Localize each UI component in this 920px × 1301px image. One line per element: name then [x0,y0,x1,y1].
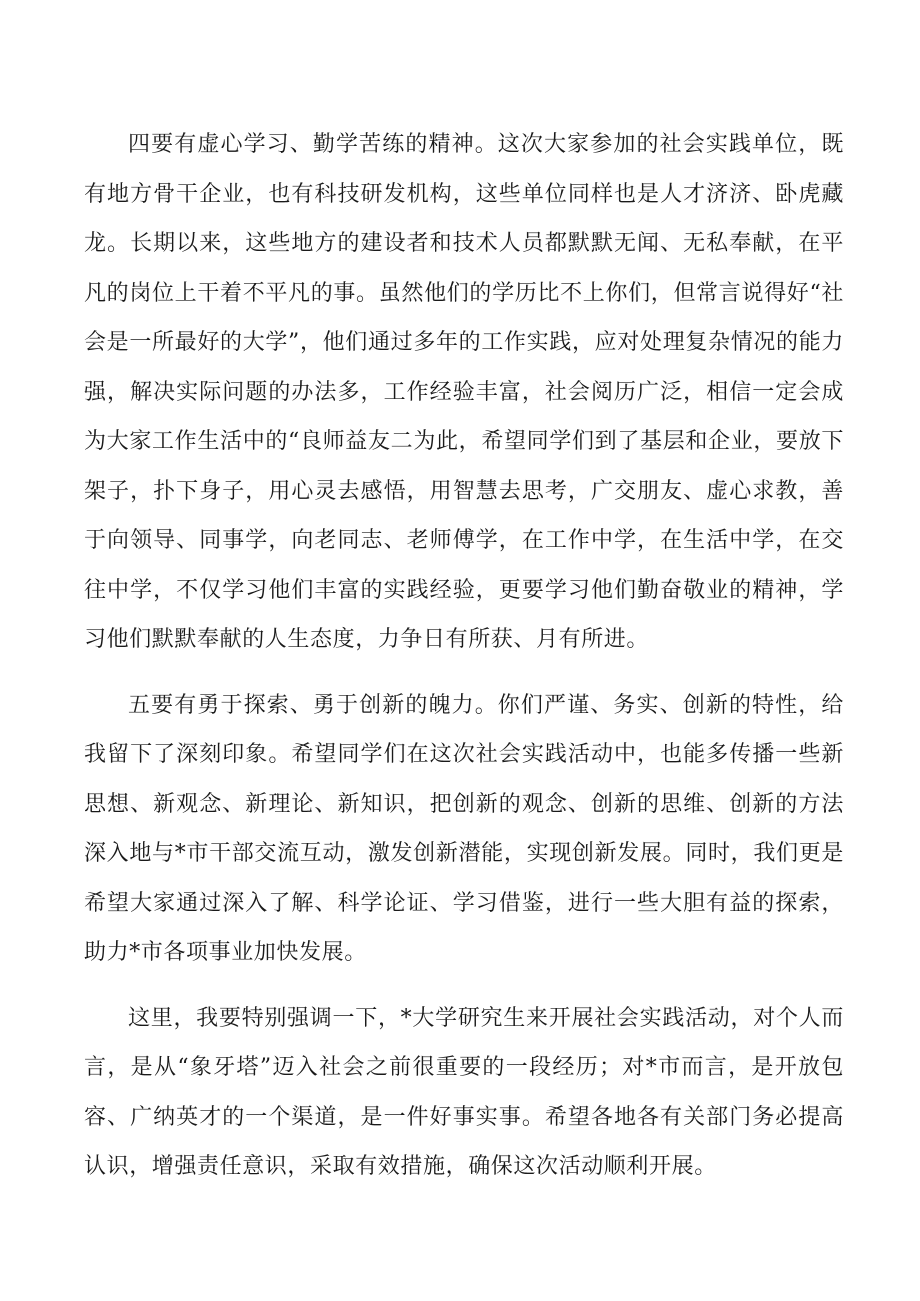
paragraph-2: 五要有勇于探索、勇于创新的魄力。你们严谨、务实、创新的特性，给我留下了深刻印象。希望同学们在这次社会实践活动中，也能多传播一些新思想、新观念、新理论、新知识，把创新的观念、创新的思维、创新的方法深入地与*市干部交流互动，激发创新潜能，实现创新发展。同时，我们更是希望大家通过深入了解、科学论证、学习借鉴，进行一些大胆有益的探索，助力*市各项事业加快发展。 [84,692,844,965]
document-body [84,120,844,1192]
paragraph-3: 这里，我要特别强调一下，*大学研究生来开展社会实践活动，对个人而言，是从“象牙塔”迈入社会之前很重要的一段经历；对*市而言，是开放包容、广纳英才的一个渠道，是一件好事实事。希望各地各有关部门务必提高认识，增强责任意识，采取有效措施，确保这次活动顺利开展。 [84,1005,844,1179]
paragraph-1: 四要有虚心学习、勤学苦练的精神。这次大家参加的社会实践单位，既有地方骨干企业，也有科技研发机构，这些单位同样也是人才济济、卧虎藏龙。长期以来，这些地方的建设者和技术人员都默默无闻、无私奉献，在平凡的岗位上干着不平凡的事。虽然他们的学历比不上你们，但常言说得好“社会是一所最好的大学”，他们通过多年的工作实践，应对处理复杂情况的能力强，解决实际问题的办法多，工作经验丰富，社会阅历广泛，相信一定会成为大家工作生活中的“良师益友二为此，希望同学们到了基层和企业，要放下架子，扑下身子，用心灵去感悟，用智慧去思考，广交朋友、虚心求教，善于向领导、同事学，向老同志、老师傅学，在工作中学，在生活中学，在交往中学，不仅学习他们丰富的实践经验，更要学习他们勤奋敬业的精神，学习他们默默奉献的人生态度，力争日有所获、月有所进。 [84,132,844,652]
